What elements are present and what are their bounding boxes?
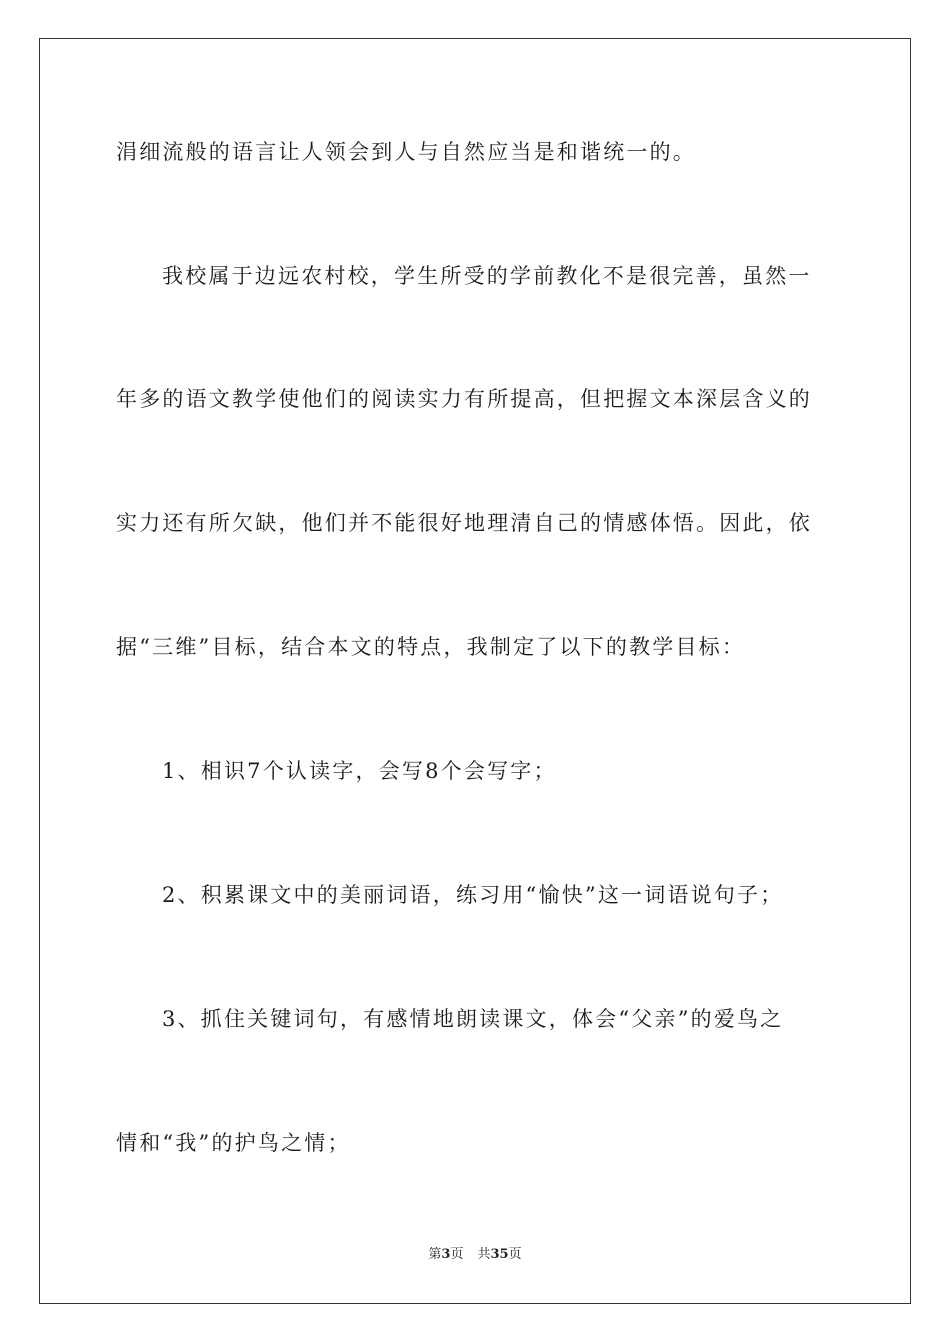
text-line: 实力还有所欠缺，他们并不能很好地理清自己的情感体悟。因此，依 bbox=[116, 511, 812, 535]
text-line: 涓细流般的语言让人领会到人与自然应当是和谐统一的。 bbox=[116, 140, 696, 164]
list-item: 2、积累课文中的美丽词语，练习用“愉快”这一词语说句子； bbox=[162, 883, 784, 907]
page-border bbox=[39, 38, 911, 1304]
text-line: 我校属于边远农村校，学生所受的学前教化不是很完善，虽然一 bbox=[162, 264, 812, 288]
total-pages: 35 bbox=[490, 1247, 509, 1262]
text-line: 情和“我”的护鸟之情； bbox=[116, 1131, 351, 1155]
page-suffix: 页 bbox=[450, 1247, 464, 1262]
page-prefix: 第 bbox=[428, 1247, 442, 1262]
page-footer bbox=[0, 1246, 950, 1264]
text-line: 据“三维”目标，结合本文的特点，我制定了以下的教学目标： bbox=[116, 635, 746, 659]
text-line: 年多的语文教学使他们的阅读实力有所提高，但把握文本深层含义的 bbox=[116, 387, 812, 411]
list-item: 1、相识7个认读字，会写8个会写字； bbox=[162, 759, 557, 783]
total-prefix: 共 bbox=[477, 1247, 491, 1262]
list-item: 3、抓住关键词句，有感情地朗读课文，体会“父亲”的爱鸟之 bbox=[162, 1007, 784, 1031]
page-number: 3 bbox=[441, 1247, 451, 1262]
total-suffix: 页 bbox=[508, 1247, 522, 1262]
